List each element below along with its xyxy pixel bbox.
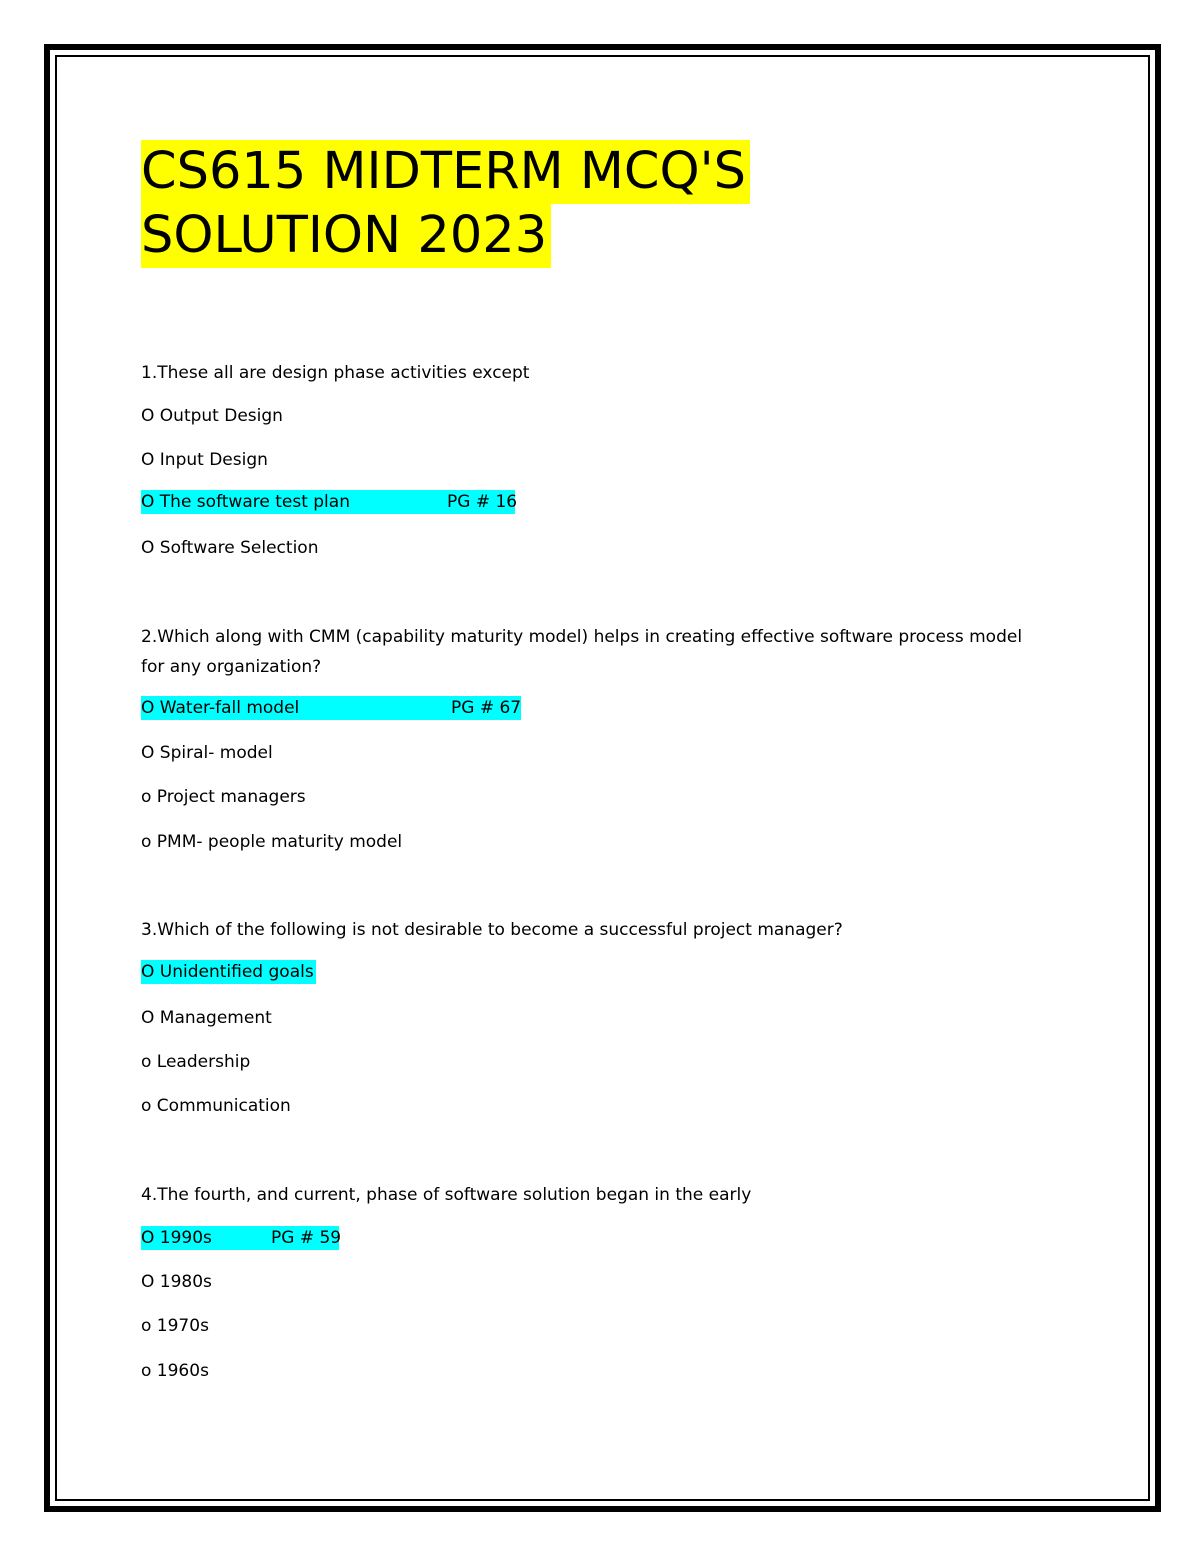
question-2-option-2 bbox=[141, 741, 273, 765]
option-text: O 1990s bbox=[141, 1228, 212, 1248]
option-text: o PMM- people maturity model bbox=[141, 832, 403, 852]
correct-answer-highlight bbox=[141, 1226, 342, 1250]
question-2-option-3 bbox=[141, 785, 306, 809]
question-2-option-4 bbox=[141, 830, 402, 854]
option-text: o 1970s bbox=[141, 1316, 209, 1336]
document-title bbox=[141, 140, 1071, 268]
option-text: O Output Design bbox=[141, 406, 283, 426]
option-text: O 1980s bbox=[141, 1272, 212, 1292]
option-text: O Management bbox=[141, 1008, 272, 1028]
question-1-option-3-correct bbox=[141, 490, 518, 514]
question-3-text: 3.Which of the following is not desirable to become a successful project manager? bbox=[141, 920, 843, 940]
question-3-option-1-correct bbox=[141, 960, 316, 984]
correct-answer-highlight bbox=[141, 490, 518, 514]
option-text: O Spiral- model bbox=[141, 743, 273, 763]
question-3-option-3 bbox=[141, 1050, 250, 1074]
question-4-option-4 bbox=[141, 1359, 209, 1383]
option-text: O Unidentified goals bbox=[141, 962, 314, 982]
question-2-option-1-correct bbox=[141, 696, 521, 720]
question-1-option-4 bbox=[141, 536, 318, 560]
page-border-inner bbox=[55, 55, 1150, 1501]
correct-answer-highlight bbox=[141, 696, 521, 720]
question-1-text: 1.These all are design phase activities except bbox=[141, 363, 530, 383]
page-reference: PG # 59 bbox=[271, 1228, 342, 1248]
question-2-text-line-1: 2.Which along with CMM (capability maturity model) helps in creating effective software process model bbox=[141, 627, 1023, 647]
option-text: O The software test plan bbox=[141, 492, 350, 512]
question-4-option-1-correct bbox=[141, 1226, 342, 1250]
question-1-option-1 bbox=[141, 404, 283, 428]
question-4 bbox=[141, 1180, 751, 1210]
title-line-2: SOLUTION 2023 bbox=[141, 204, 551, 268]
question-4-option-2 bbox=[141, 1270, 212, 1294]
option-text: O Software Selection bbox=[141, 538, 319, 558]
question-1 bbox=[141, 358, 529, 388]
question-3-option-4 bbox=[141, 1094, 291, 1118]
page-reference: PG # 16 bbox=[447, 492, 518, 512]
page-reference: PG # 67 bbox=[451, 698, 522, 718]
option-text: O Water-fall model bbox=[141, 698, 300, 718]
question-4-text: 4.The fourth, and current, phase of software solution began in the early bbox=[141, 1185, 752, 1205]
correct-answer-highlight bbox=[141, 960, 316, 984]
option-text: o 1960s bbox=[141, 1361, 209, 1381]
question-4-option-3 bbox=[141, 1314, 209, 1338]
option-text: O Input Design bbox=[141, 450, 268, 470]
option-text: o Communication bbox=[141, 1096, 291, 1116]
title-line-1: CS615 MIDTERM MCQ'S bbox=[141, 140, 750, 204]
question-1-option-2 bbox=[141, 448, 268, 472]
question-2-text-line-2: for any organization? bbox=[141, 657, 322, 677]
question-3 bbox=[141, 915, 843, 945]
document-content bbox=[141, 140, 1071, 1381]
question-2 bbox=[141, 622, 1071, 682]
question-3-option-2 bbox=[141, 1006, 272, 1030]
option-text: o Project managers bbox=[141, 787, 306, 807]
option-text: o Leadership bbox=[141, 1052, 251, 1072]
